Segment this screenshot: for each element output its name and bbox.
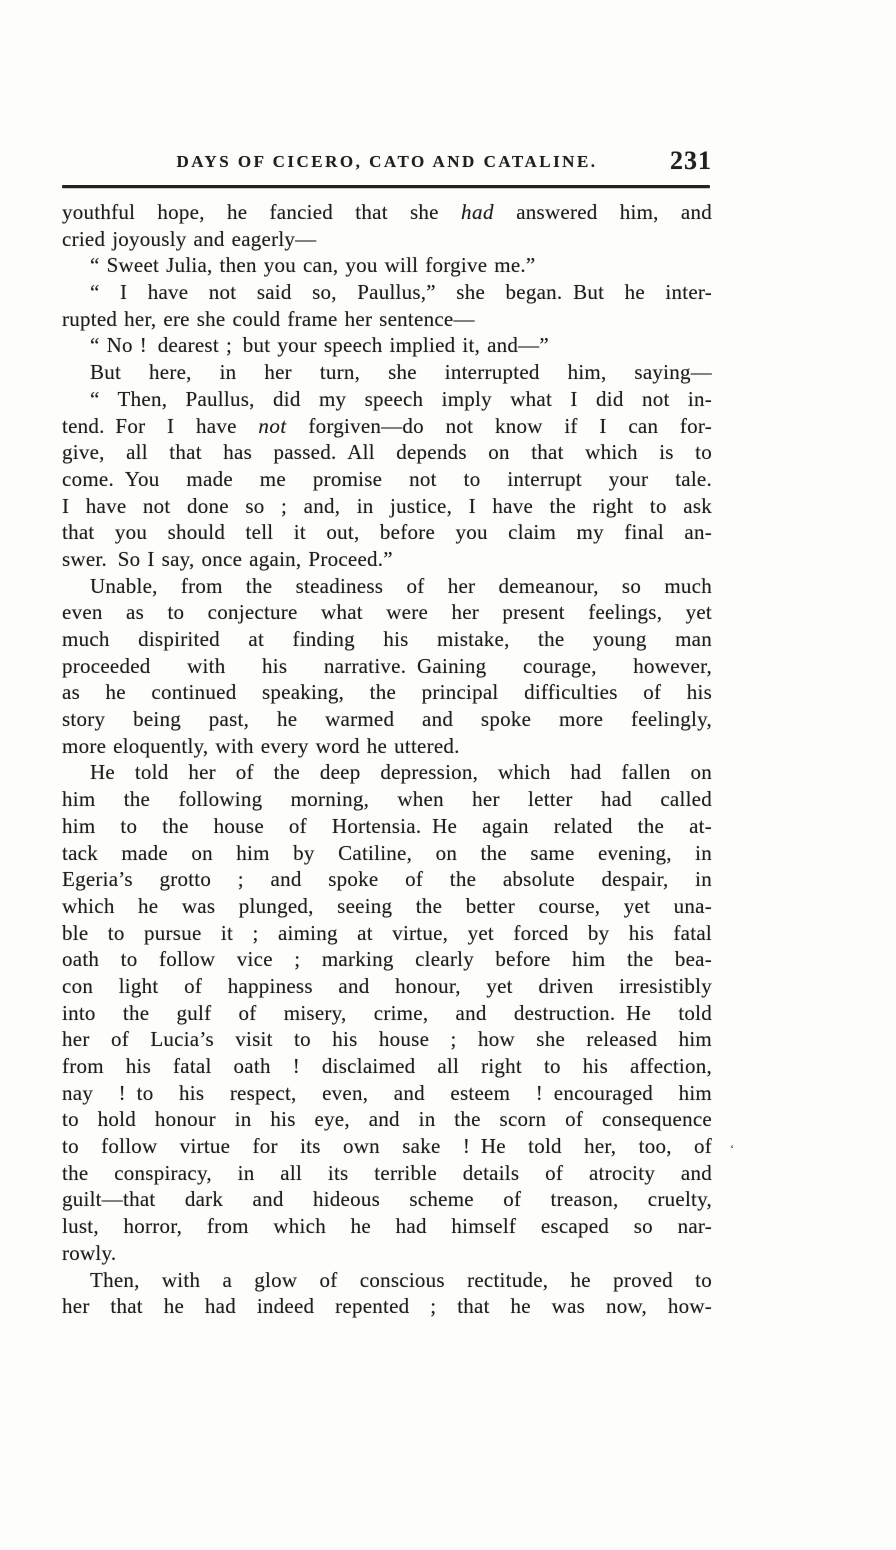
text-line: to follow virtue for its own sake ! He told her, too, of	[62, 1134, 712, 1159]
text-line: much dispirited at finding his mistake, the young man	[62, 627, 712, 651]
text-line: rowly.	[62, 1240, 117, 1265]
text-line: even as to conjecture what were her present feelings, yet	[62, 600, 712, 625]
ink-speck: ‘	[730, 1141, 735, 1156]
text-line: “ No ! dearest ; but your speech implied it, and—”	[90, 333, 549, 358]
text-line: “ I have not said so, Paullus,” she began. But he inter-	[90, 280, 712, 305]
text-line: “ Then, Paullus, did my speech imply what I did not in-	[90, 386, 712, 411]
text-line: her that he had indeed repented ; that he was now, how-	[62, 1294, 712, 1319]
header-rule	[62, 185, 710, 188]
text-line: But here, in her turn, she interrupted him, saying—	[90, 360, 712, 385]
text-line: that you should tell it out, before you claim my final an-	[62, 520, 712, 545]
text-line: from his fatal oath ! disclaimed all right to his affection,	[62, 1054, 712, 1078]
page-number: 231	[670, 146, 712, 175]
text-line: come. You made me promise not to interrupt your tale.	[62, 466, 712, 491]
text-line: cried joyously and eagerly—	[62, 226, 317, 251]
text-line: her of Lucia’s visit to his house ; how she released him	[62, 1027, 712, 1052]
text-line: guilt—that dark and hideous scheme of treason, cruelty,	[62, 1187, 712, 1212]
text-line: con light of happiness and honour, yet driven irresistibly	[62, 973, 712, 998]
text-line: youthful hope, he fancied that she had answered him, and	[62, 200, 712, 224]
header-title: DAYS OF CICERO, CATO AND CATALINE.	[176, 152, 598, 171]
text-line: him the following morning, when her letter had called	[62, 787, 712, 812]
text-line: him to the house of Hortensia. He again related the at-	[62, 813, 712, 838]
text-line: tend. For I have not forgiven—do not know if I can for-	[62, 413, 712, 438]
text-line: swer. So I say, once again, Proceed.”	[62, 546, 393, 571]
text-line: more eloquently, with every word he uttered.	[62, 733, 460, 758]
text-line: I have not done so ; and, in justice, I have the right to ask	[62, 493, 712, 518]
text-line: rupted her, ere she could frame her sentence—	[62, 306, 475, 331]
text-line: oath to follow vice ; marking clearly before him the bea-	[62, 947, 712, 972]
text-line: Then, with a glow of conscious rectitude, he proved to	[90, 1267, 712, 1292]
text-line: story being past, he warmed and spoke more feelingly,	[62, 707, 712, 732]
text-line: as he continued speaking, the principal difficulties of his	[62, 680, 712, 705]
text-line: into the gulf of misery, crime, and destruction. He told	[62, 1000, 712, 1025]
text-line: He told her of the deep depression, which had fallen on	[90, 760, 712, 785]
text-line: lust, horror, from which he had himself escaped so nar-	[62, 1214, 712, 1239]
text-line: ble to pursue it ; aiming at virtue, yet forced by his fatal	[62, 920, 712, 945]
text-line: tack made on him by Catiline, on the same evening, in	[62, 840, 712, 865]
text-line: the conspiracy, in all its terrible details of atrocity and	[62, 1160, 712, 1185]
text-line: nay ! to his respect, even, and esteem ! encouraged him	[62, 1080, 712, 1105]
text-line: which he was plunged, seeing the better course, yet una-	[62, 893, 712, 918]
running-header	[62, 141, 712, 173]
text-line: Unable, from the steadiness of her demeanour, so much	[90, 573, 712, 598]
text-line: give, all that has passed. All depends on that which is to	[62, 440, 712, 465]
text-line: “ Sweet Julia, then you can, you will forgive me.”	[90, 253, 536, 278]
text-line: to hold honour in his eye, and in the scorn of consequence	[62, 1107, 712, 1132]
text-line: Egeria’s grotto ; and spoke of the absolute despair, in	[62, 867, 712, 892]
page-text	[62, 199, 712, 1320]
text-line: proceeded with his narrative. Gaining courage, however,	[62, 653, 712, 678]
